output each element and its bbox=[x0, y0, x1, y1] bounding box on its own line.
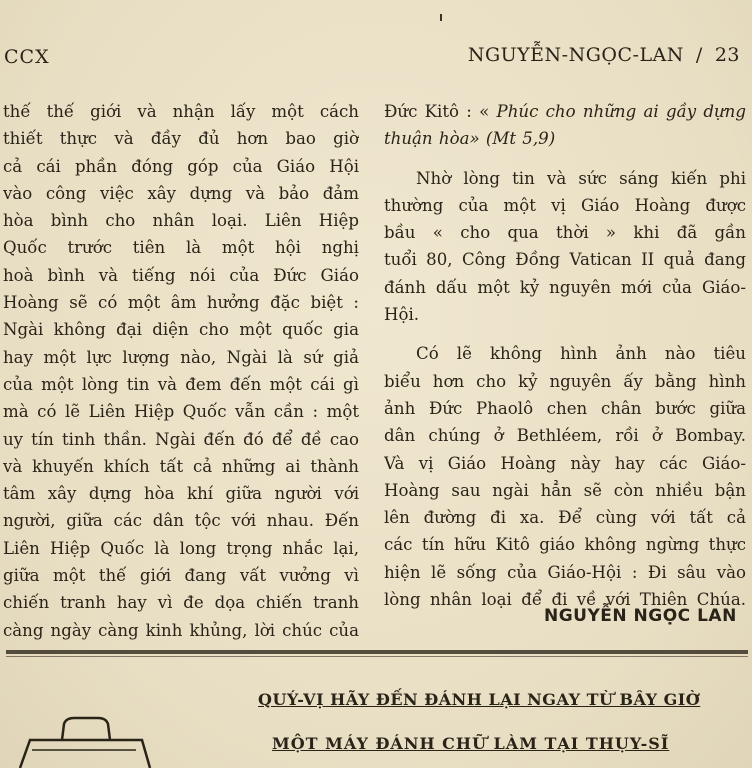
text-line: hoà bình và tiếng nói của Đức Giáo bbox=[3, 265, 359, 285]
text-line: vào công việc xây dựng và bảo đảm bbox=[3, 183, 359, 203]
ad-subline: MỘT MÁY ĐÁNH CHỮ LÀM TẠI THỤY-SĨ bbox=[272, 734, 670, 753]
paragraph-3 bbox=[384, 340, 746, 613]
text-line: thường của một vị Giáo Hoàng được bbox=[384, 195, 746, 215]
text-line: tâm xây dựng hòa khí giữa người với bbox=[3, 484, 359, 504]
text-line: Nhờ lòng tin và sức sáng kiến phi bbox=[416, 168, 746, 188]
section-divider bbox=[6, 650, 748, 654]
text-line: Có lẽ không hình ảnh nào tiêu bbox=[416, 344, 746, 364]
text-line: hay một lực lượng nào, Ngài là sứ giả bbox=[3, 347, 359, 367]
text-line: tuổi 80, Công Đồng Vatican II quả đang bbox=[384, 250, 746, 270]
text-line: thiết thực và đầy đủ hơn bao giờ bbox=[3, 129, 359, 149]
text-line: đánh dấu một kỷ nguyên mới của Giáo- bbox=[384, 277, 746, 297]
quote-line-2: thuận hòa» (Mt 5,9) bbox=[384, 129, 556, 149]
text-line: uy tín tinh thần. Ngài đến đó để đề cao bbox=[3, 429, 359, 449]
text-line: lòng nhân loại để đi về với Thiên Chúa. bbox=[384, 590, 746, 610]
text-line: Hội. bbox=[384, 305, 420, 325]
running-header-code: CCX bbox=[4, 46, 50, 68]
text-line: hiện lẽ sống của Giáo-Hội : Đi sâu vào bbox=[384, 562, 746, 582]
paragraph-2 bbox=[384, 165, 746, 329]
text-line: thế thế giới và nhận lấy một cách bbox=[3, 102, 359, 121]
page-number: 23 bbox=[714, 44, 740, 66]
text-line: của một lòng tin và đem đến một cái gì bbox=[3, 374, 359, 394]
print-mark bbox=[440, 14, 442, 21]
header-separator: / bbox=[695, 44, 703, 66]
section-divider-thin bbox=[6, 656, 748, 657]
text-line: biểu hơn cho kỷ nguyên ấy bằng hình bbox=[384, 371, 746, 391]
ad-headline: QUÝ-VỊ HÃY ĐẾN ĐÁNH LẠI NGAY TỪ BÂY GIỜ bbox=[258, 690, 701, 709]
text-line: bầu « cho qua thời » khi đã gần bbox=[384, 223, 746, 243]
text-line: và khuyến khích tất cả những ai thành bbox=[3, 456, 359, 476]
left-column bbox=[3, 98, 359, 644]
text-line: lên đường đi xa. Để cùng với tất cả bbox=[384, 508, 746, 528]
text-line: người, giữa các dân tộc với nhau. Đến bbox=[3, 511, 359, 531]
author-signature: NGUYỄN NGỌC LAN bbox=[544, 606, 737, 626]
text-line: cả cái phần đóng góp của Giáo Hội bbox=[3, 156, 359, 176]
text-line: Hoàng sẽ có một âm hưởng đặc biệt : bbox=[3, 293, 359, 313]
quote-prefix: Đức Kitô : « bbox=[384, 102, 490, 121]
text-line: dân chúng ở Bethléem, rồi ở Bombay. bbox=[384, 426, 746, 446]
text-line: mà có lẽ Liên Hiệp Quốc vẫn cần : một bbox=[3, 402, 359, 422]
text-line: Liên Hiệp Quốc là long trọng nhắc lại, bbox=[3, 538, 359, 558]
text-line: giữa một thế giới đang vất vưởng vì bbox=[3, 566, 359, 586]
running-header bbox=[468, 44, 740, 66]
typewriter-icon bbox=[12, 710, 152, 768]
header-author: NGUYỄN-NGỌC-LAN bbox=[467, 44, 684, 66]
quote-line-1 bbox=[384, 98, 746, 125]
text-line: ảnh Đức Phaolô chen chân bước giữa bbox=[384, 398, 746, 418]
text-line: Hoàng sau ngài hẳn sẽ còn nhiều bận bbox=[384, 480, 746, 500]
text-line: các tín hữu Kitô giáo không ngừng thực bbox=[384, 535, 746, 555]
quote-text-1: Phúc cho những ai gầy dựng bbox=[489, 102, 746, 121]
text-line: hòa bình cho nhân loại. Liên Hiệp bbox=[3, 211, 359, 231]
text-line: Quốc trước tiên là một hội nghị bbox=[3, 238, 359, 258]
text-line: chiến tranh hay vì đe dọa chiến tranh bbox=[3, 593, 359, 613]
text-line: Ngài không đại diện cho một quốc gia bbox=[3, 320, 359, 340]
text-line: càng ngày càng kinh khủng, lời chúc của bbox=[3, 620, 359, 640]
text-line: Và vị Giáo Hoàng này hay các Giáo- bbox=[384, 453, 746, 473]
quote-paragraph bbox=[384, 98, 746, 153]
right-column bbox=[384, 98, 746, 625]
